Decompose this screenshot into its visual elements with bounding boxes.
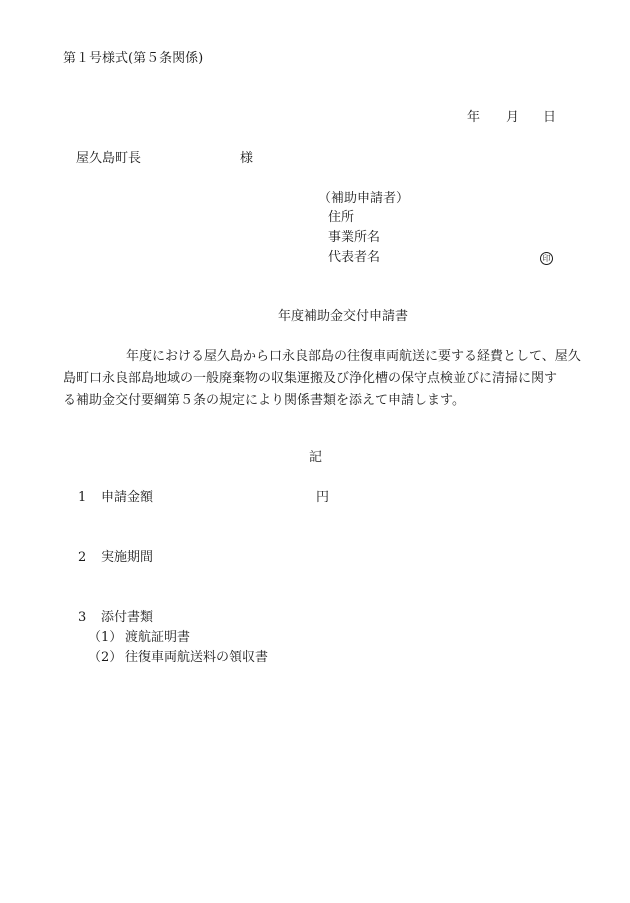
date-month-label: 月 [506, 110, 520, 125]
addressee-honorific: 様 [240, 151, 254, 166]
item-3-number: 3 [78, 610, 87, 625]
attachment-2-label: 往復車両航送料の領収書 [125, 650, 269, 665]
body-line-2: 島町口永良部島地域の一般廃棄物の収集運搬及び浄化槽の保守点検並びに清掃に関す [63, 371, 558, 386]
document-title: 年度補助金交付申請書 [278, 309, 409, 324]
seal-mark-text: 印 [540, 252, 553, 265]
applicant-office-label: 事業所名 [328, 230, 381, 245]
item-2-label: 実施期間 [101, 550, 154, 565]
seal-mark-icon [540, 251, 553, 265]
item-1-number: 1 [78, 490, 87, 505]
attachment-1-number: （1） [88, 630, 123, 645]
attachment-2-number: （2） [88, 650, 123, 665]
item-1-label: 申請金額 [101, 490, 154, 505]
item-3-label: 添付書類 [101, 610, 154, 625]
ki-heading: 記 [309, 450, 323, 465]
form-number: 第１号様式(第５条関係) [63, 51, 204, 66]
body-line-1: 年度における屋久島から口永良部島の往復車両航送に要する経費として、屋久 [126, 349, 581, 364]
date-day-label: 日 [543, 110, 557, 125]
addressee-name: 屋久島町長 [76, 151, 142, 166]
applicant-representative-label: 代表者名 [328, 250, 381, 265]
date-year-label: 年 [467, 110, 481, 125]
item-1-unit: 円 [316, 490, 330, 505]
body-line-3: る補助金交付要綱第５条の規定により関係書類を添えて申請します。 [63, 393, 465, 408]
applicant-address-label: 住所 [328, 210, 355, 225]
item-2-number: 2 [78, 550, 87, 565]
attachment-1-label: 渡航証明書 [125, 630, 191, 645]
applicant-heading: （補助申請者） [318, 191, 410, 206]
